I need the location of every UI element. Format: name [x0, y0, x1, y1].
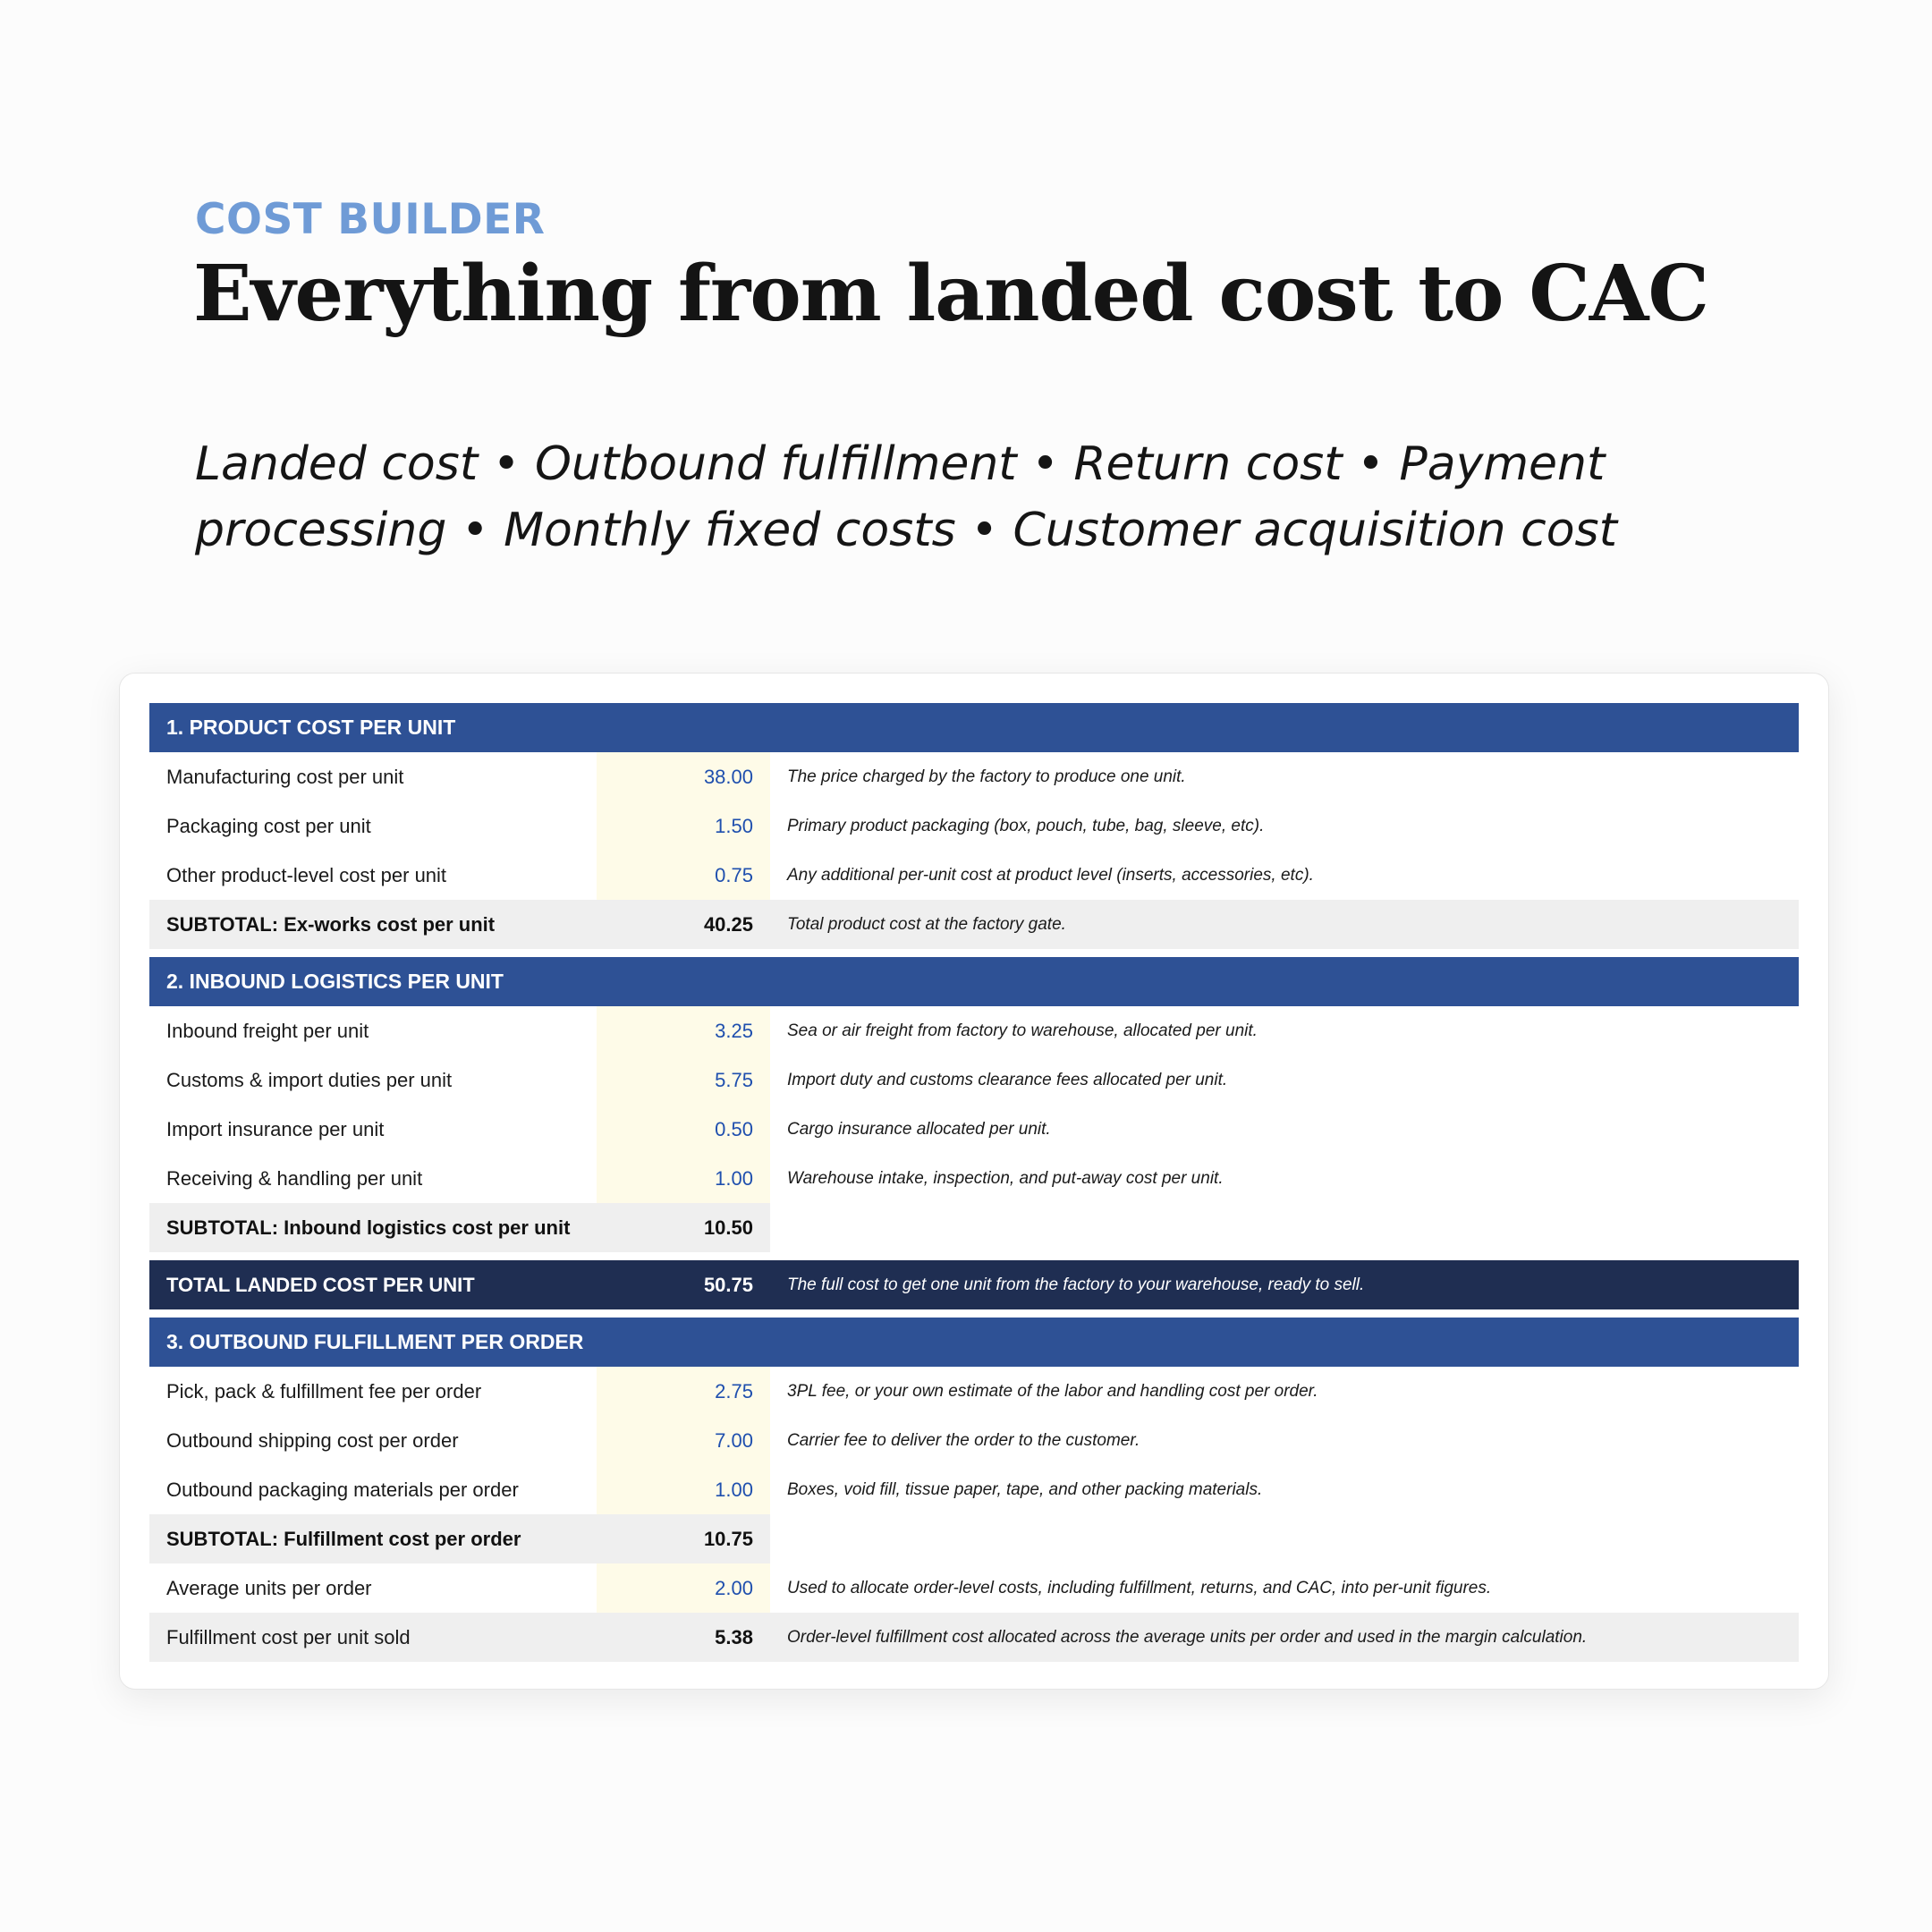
feature-list: Landed cost • Outbound fulfillment • Return cost • Payment processing • Monthly fixed costs • Customer acquisition cost [195, 437, 1617, 557]
table-row [149, 1367, 1799, 1416]
eyebrow-label: COST BUILDER [195, 195, 546, 244]
input-cell[interactable]: 5.75 [597, 1055, 770, 1105]
row-note: Order-level fulfillment cost allocated across the average units per order and used in the margin calculation. [770, 1613, 1799, 1662]
row-label: Outbound shipping cost per order [166, 1428, 459, 1452]
table-row [149, 801, 1799, 851]
page-title: Everything from landed cost to CAC [193, 249, 1708, 339]
row-label: Average units per order [166, 1576, 372, 1599]
table-row [149, 1105, 1799, 1154]
row-note: Sea or air freight from factory to warehouse, allocated per unit. [787, 1021, 1258, 1040]
input-cell[interactable]: 7.00 [597, 1416, 770, 1465]
row-note [770, 1514, 1799, 1563]
row-label: Manufacturing cost per unit [166, 765, 404, 788]
table-row [149, 1563, 1799, 1613]
input-cell[interactable]: 2.00 [597, 1563, 770, 1613]
input-cell[interactable]: 0.75 [597, 851, 770, 900]
subtotal-value: 10.50 [597, 1203, 770, 1252]
computed-row [149, 1613, 1799, 1662]
row-note: 3PL fee, or your own estimate of the labor and handling cost per order. [787, 1381, 1318, 1401]
table-row [149, 1006, 1799, 1055]
subtotal-value: 10.75 [597, 1514, 770, 1563]
row-label: Other product-level cost per unit [166, 863, 447, 886]
row-note: Carrier fee to deliver the order to the customer. [787, 1430, 1140, 1450]
subtotal-label: SUBTOTAL: Inbound logistics cost per unit [149, 1203, 597, 1252]
row-note: Primary product packaging (box, pouch, tube, bag, sleeve, etc). [787, 816, 1265, 835]
table-row [149, 1154, 1799, 1203]
subtotal-label: SUBTOTAL: Ex-works cost per unit [149, 900, 597, 949]
cost-sheet [149, 703, 1799, 1662]
table-row [149, 1416, 1799, 1465]
total-label: TOTAL LANDED COST PER UNIT [166, 1273, 475, 1296]
spreadsheet-card [119, 673, 1829, 1690]
subtotal-label: SUBTOTAL: Fulfillment cost per order [149, 1514, 597, 1563]
row-label: Inbound freight per unit [166, 1019, 369, 1042]
table-row [149, 752, 1799, 801]
table-row [149, 1465, 1799, 1514]
row-label: Receiving & handling per unit [166, 1166, 423, 1190]
subtotal-row [149, 1203, 1799, 1252]
input-cell[interactable]: 38.00 [597, 752, 770, 801]
row-note [770, 1203, 1799, 1252]
section-title: 2. INBOUND LOGISTICS PER UNIT [166, 970, 504, 993]
section-title: 1. PRODUCT COST PER UNIT [166, 716, 456, 739]
subtotal-row [149, 1514, 1799, 1563]
row-note: Cargo insurance allocated per unit. [787, 1119, 1051, 1139]
row-note: Import duty and customs clearance fees allocated per unit. [787, 1070, 1228, 1089]
table-row [149, 1055, 1799, 1105]
subtotal-row [149, 900, 1799, 949]
row-note: Used to allocate order-level costs, including fulfillment, returns, and CAC, into per-unit figures. [787, 1578, 1492, 1597]
row-note: Warehouse intake, inspection, and put-away cost per unit. [787, 1168, 1224, 1188]
total-value: 50.75 [703, 1273, 753, 1296]
section-header-outbound-fulfillment [149, 1318, 1799, 1367]
computed-value: 5.38 [597, 1613, 770, 1662]
total-landed-cost-row [149, 1260, 1799, 1309]
row-note: Any additional per-unit cost at product level (inserts, accessories, etc). [787, 865, 1314, 885]
section-header-inbound-logistics [149, 957, 1799, 1006]
row-note: The full cost to get one unit from the factory to your warehouse, ready to sell. [787, 1275, 1365, 1294]
input-cell[interactable]: 2.75 [597, 1367, 770, 1416]
row-label: Import insurance per unit [166, 1117, 385, 1140]
input-cell[interactable]: 1.00 [597, 1465, 770, 1514]
row-label: Fulfillment cost per unit sold [149, 1613, 597, 1662]
row-note: Boxes, void fill, tissue paper, tape, and other packing materials. [787, 1479, 1263, 1499]
input-cell[interactable]: 3.25 [597, 1006, 770, 1055]
row-note: Total product cost at the factory gate. [770, 900, 1799, 949]
row-label: Pick, pack & fulfillment fee per order [166, 1379, 482, 1402]
input-cell[interactable]: 1.00 [597, 1154, 770, 1203]
input-cell[interactable]: 1.50 [597, 801, 770, 851]
subtotal-value: 40.25 [597, 900, 770, 949]
row-label: Packaging cost per unit [166, 814, 371, 837]
table-row [149, 851, 1799, 900]
input-cell[interactable]: 0.50 [597, 1105, 770, 1154]
section-title: 3. OUTBOUND FULFILLMENT PER ORDER [166, 1330, 584, 1353]
row-note: The price charged by the factory to produce one unit. [787, 767, 1186, 786]
section-header-product-cost [149, 703, 1799, 752]
row-label: Outbound packaging materials per order [166, 1478, 519, 1501]
row-label: Customs & import duties per unit [166, 1068, 453, 1091]
